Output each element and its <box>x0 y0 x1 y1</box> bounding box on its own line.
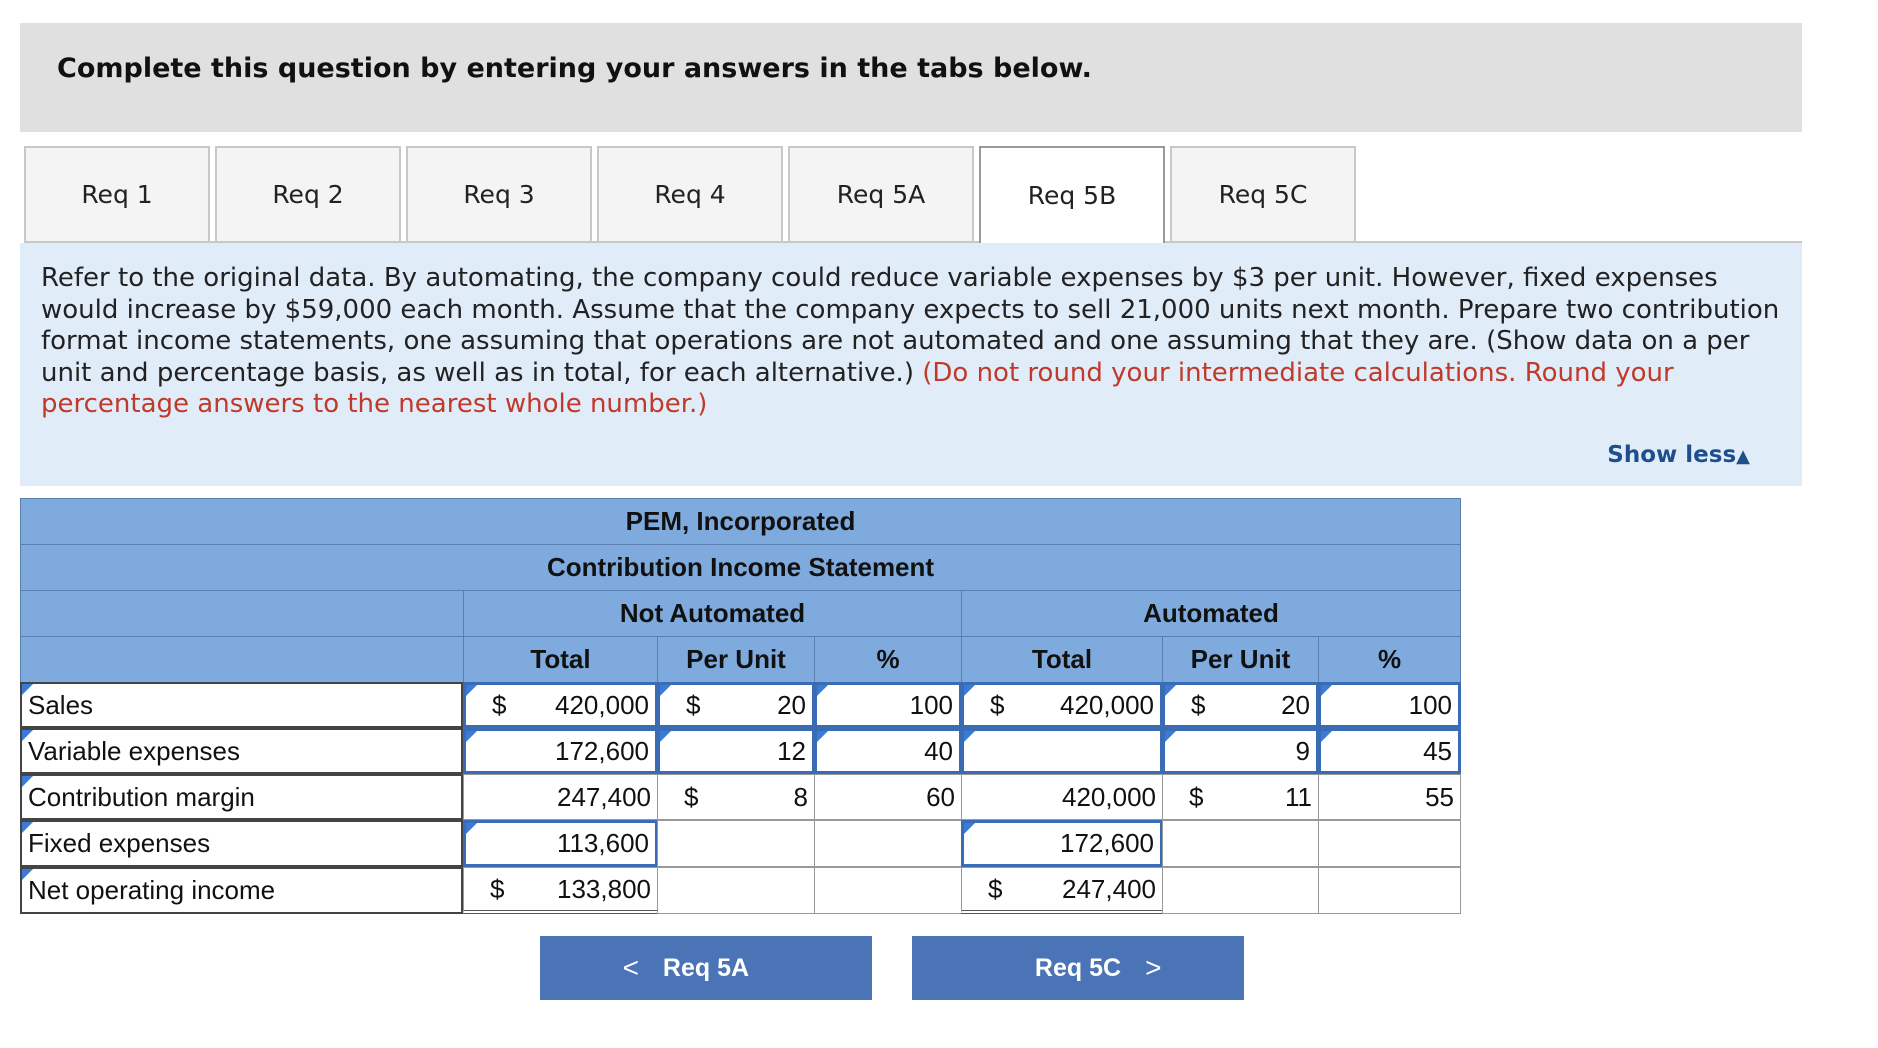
fixed-total-na-input[interactable]: 113,600 <box>463 820 658 867</box>
header-title: Complete this question by entering your answers in the tabs below. <box>57 53 1092 84</box>
fixed-total-a-input[interactable]: 172,600 <box>961 820 1163 867</box>
next-req-5c-button[interactable] <box>912 936 1244 1000</box>
tab-req-5c[interactable]: Req 5C <box>1170 146 1356 241</box>
variable-unit-a-input[interactable]: 9 <box>1162 728 1319 774</box>
noi-unit-na <box>657 867 815 914</box>
contribution-total-na: 247,400 <box>463 774 658 820</box>
contribution-unit-na: $ 8 <box>657 774 815 820</box>
instruction-body: Refer to the original data. By automating, the company could reduce variable expenses by $3 per unit. However, fixed expenses would increase by $59,000 each month. Assume that the company expects to sell 21,000 units next month. Prepare two contribution format income statements, one assuming that operations are not automated and one assuming that they are. (Show data on a per unit and percentage basis, as well as in total, for each alternative.) <box>41 263 1780 388</box>
contribution-pct-a: 55 <box>1318 774 1461 820</box>
sales-unit-na-input[interactable]: $ 20 <box>657 682 815 728</box>
variable-unit-na-input[interactable]: 12 <box>657 728 815 774</box>
tab-bar <box>24 146 1802 243</box>
row-label-sales[interactable]: Sales <box>20 682 464 728</box>
col-pct-na: % <box>814 636 962 683</box>
sales-pct-na-input[interactable]: 100 <box>814 682 962 728</box>
instruction-text <box>41 263 1782 421</box>
header-blank-2 <box>20 636 464 683</box>
sales-total-a-input[interactable]: $ 420,000 <box>961 682 1163 728</box>
show-less-label: Show less <box>1607 442 1737 468</box>
income-statement-worksheet <box>20 498 1461 914</box>
noi-total-a: $ 247,400 <box>961 867 1163 914</box>
row-label-fixed-expenses[interactable]: Fixed expenses <box>20 820 464 867</box>
prev-req-5a-button[interactable] <box>540 936 872 1000</box>
instructions-header <box>20 23 1802 132</box>
row-label-variable-expenses[interactable]: Variable expenses <box>20 728 464 774</box>
fixed-unit-na <box>657 820 815 867</box>
contribution-total-a: 420,000 <box>961 774 1163 820</box>
tab-req-5a[interactable]: Req 5A <box>788 146 974 241</box>
fixed-unit-a <box>1162 820 1319 867</box>
row-label-net-operating-income[interactable]: Net operating income <box>20 867 464 914</box>
fixed-pct-na <box>814 820 962 867</box>
contribution-pct-na: 60 <box>814 774 962 820</box>
col-total-a: Total <box>961 636 1163 683</box>
fixed-pct-a <box>1318 820 1461 867</box>
noi-pct-na <box>814 867 962 914</box>
tab-req-3[interactable]: Req 3 <box>406 146 592 241</box>
tab-req-2[interactable]: Req 2 <box>215 146 401 241</box>
tab-req-1[interactable]: Req 1 <box>24 146 210 241</box>
sales-unit-a-input[interactable]: $ 20 <box>1162 682 1319 728</box>
show-less-link[interactable] <box>1607 442 1750 468</box>
col-per-unit-a: Per Unit <box>1162 636 1319 683</box>
statement-title: Contribution Income Statement <box>20 544 1461 591</box>
noi-total-na: $ 133,800 <box>463 867 658 914</box>
col-total-na: Total <box>463 636 658 683</box>
group-not-automated: Not Automated <box>463 590 962 637</box>
company-name: PEM, Incorporated <box>20 498 1461 545</box>
sales-pct-a-input[interactable]: 100 <box>1318 682 1461 728</box>
col-per-unit-na: Per Unit <box>657 636 815 683</box>
variable-pct-a-input[interactable]: 45 <box>1318 728 1461 774</box>
variable-total-na-input[interactable]: 172,600 <box>463 728 658 774</box>
header-blank <box>20 590 464 637</box>
triangle-up-icon: ▲ <box>1736 446 1750 467</box>
col-pct-a: % <box>1318 636 1461 683</box>
row-label-contribution-margin[interactable]: Contribution margin <box>20 774 464 820</box>
tab-req-4[interactable]: Req 4 <box>597 146 783 241</box>
instruction-rounding-note: (Do not round your intermediate calculations. Round your percentage answers to the nearest whole number.) <box>41 357 1674 419</box>
chevron-left-icon: < <box>622 952 639 983</box>
sales-total-na-input[interactable]: $ 420,000 <box>463 682 658 728</box>
noi-unit-a <box>1162 867 1319 914</box>
noi-pct-a <box>1318 867 1461 914</box>
variable-total-a-input[interactable] <box>961 728 1163 774</box>
variable-pct-na-input[interactable]: 40 <box>814 728 962 774</box>
tab-req-5b[interactable]: Req 5B <box>979 146 1165 243</box>
group-automated: Automated <box>961 590 1461 637</box>
instruction-panel <box>20 243 1802 486</box>
prev-button-label: Req 5A <box>662 953 750 982</box>
contribution-unit-a: $ 11 <box>1162 774 1319 820</box>
next-button-label: Req 5C <box>1034 953 1122 982</box>
chevron-right-icon: > <box>1145 952 1162 983</box>
